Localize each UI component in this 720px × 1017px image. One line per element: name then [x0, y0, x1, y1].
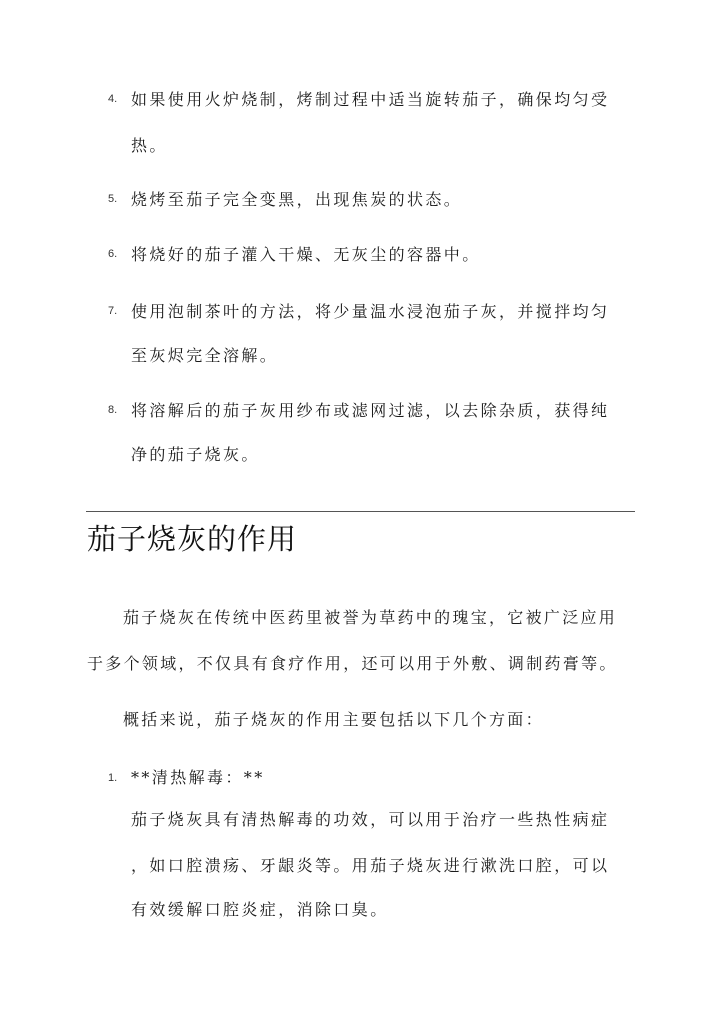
list-number: 8. — [108, 404, 118, 416]
list-text-line: 将溶解后的茄子灰用纱布或滤网过滤，以去除杂质，获得纯 — [131, 401, 610, 420]
list-text-line: ，如口腔溃疡、牙龈炎等。用茄子烧灰进行漱洗口腔，可以 — [131, 856, 610, 875]
section-heading: 茄子烧灰的作用 — [87, 522, 298, 556]
list-text-line: 净的茄子烧灰。 — [131, 445, 260, 464]
list-text-line: 烧烤至茄子完全变黑，出现焦炭的状态。 — [131, 190, 463, 209]
list-text-line: 热。 — [131, 136, 168, 155]
list-number: 5. — [108, 193, 118, 205]
intro-paragraph-line: 于多个领域，不仅具有食疗作用，还可以用于外敷、调制药膏等。 — [87, 654, 618, 673]
list-number: 4. — [108, 93, 118, 105]
list-text-line: 至灰烬完全溶解。 — [131, 346, 279, 365]
list-number: 6. — [108, 248, 118, 260]
intro-paragraph-line: 茄子烧灰在传统中医药里被誉为草药中的瑰宝，它被广泛应用 — [123, 608, 618, 627]
list-text-line: 如果使用火炉烧制，烤制过程中适当旋转茄子，确保均匀受 — [131, 90, 610, 109]
list-item-title: **清热解毒：** — [131, 768, 265, 787]
list-text-line: 有效缓解口腔炎症，消除口臭。 — [131, 900, 389, 919]
list-number: 7. — [108, 305, 118, 317]
summary-paragraph: 概括来说，茄子烧灰的作用主要包括以下几个方面： — [123, 710, 544, 729]
list-text-line: 使用泡制茶叶的方法，将少量温水浸泡茄子灰，并搅拌均匀 — [131, 302, 610, 321]
list-text-line: 茄子烧灰具有清热解毒的功效，可以用于治疗一些热性病症 — [131, 810, 610, 829]
list-number: 1. — [108, 772, 118, 784]
list-text-line: 将烧好的茄子灌入干燥、无灰尘的容器中。 — [131, 245, 481, 264]
section-divider — [86, 511, 635, 512]
